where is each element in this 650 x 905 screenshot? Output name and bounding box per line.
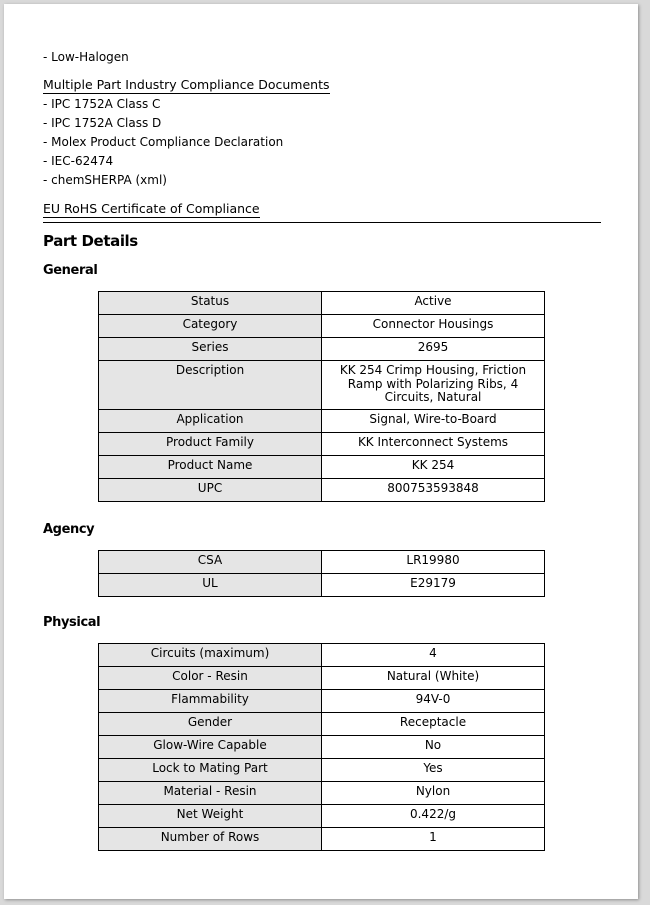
compliance-doc-item: - IPC 1752A Class D <box>43 116 162 130</box>
row-value: E29179 <box>322 574 545 597</box>
row-label: CSA <box>99 551 322 574</box>
table-row <box>99 456 545 479</box>
table-row <box>99 292 545 315</box>
compliance-doc-item: - IPC 1752A Class C <box>43 97 161 111</box>
document-page <box>4 4 638 899</box>
row-label: UL <box>99 574 322 597</box>
low-halogen-text: - Low-Halogen <box>43 50 129 64</box>
row-value: Natural (White) <box>322 667 545 690</box>
compliance-doc-item: - IEC-62474 <box>43 154 114 168</box>
agency-heading: Agency <box>43 522 95 537</box>
row-label: Series <box>99 338 322 361</box>
table-row <box>99 315 545 338</box>
table-row <box>99 805 545 828</box>
general-table <box>98 291 545 502</box>
row-label: Product Family <box>99 433 322 456</box>
table-row <box>99 759 545 782</box>
row-value: 0.422/g <box>322 805 545 828</box>
row-label: Material - Resin <box>99 782 322 805</box>
row-value: Active <box>322 292 545 315</box>
row-value: LR19980 <box>322 551 545 574</box>
compliance-doc-item: - chemSHERPA (xml) <box>43 173 167 187</box>
table-row <box>99 479 545 502</box>
general-heading: General <box>43 263 98 278</box>
row-value: 800753593848 <box>322 479 545 502</box>
table-row <box>99 690 545 713</box>
multiple-part-compliance-docs-link[interactable]: Multiple Part Industry Compliance Documents <box>43 77 330 92</box>
row-label: Number of Rows <box>99 828 322 851</box>
row-label: UPC <box>99 479 322 502</box>
description-line: Ramp with Polarizing Ribs, 4 <box>347 376 519 391</box>
row-value: 1 <box>322 828 545 851</box>
row-label: Color - Resin <box>99 667 322 690</box>
row-value: Signal, Wire-to-Board <box>322 410 545 433</box>
row-label: Description <box>99 361 322 410</box>
table-row <box>99 713 545 736</box>
row-label: Net Weight <box>99 805 322 828</box>
table-row <box>99 551 545 574</box>
table-row <box>99 361 545 410</box>
row-value: KK 254 <box>322 456 545 479</box>
row-value: Yes <box>322 759 545 782</box>
row-label: Gender <box>99 713 322 736</box>
eu-rohs-certificate-link[interactable]: EU RoHS Certificate of Compliance <box>43 201 260 216</box>
part-details-title: Part Details <box>43 232 138 250</box>
row-value: Connector Housings <box>322 315 545 338</box>
row-value: 2695 <box>322 338 545 361</box>
row-value: No <box>322 736 545 759</box>
section-divider <box>43 222 601 223</box>
physical-heading: Physical <box>43 615 101 630</box>
row-value: Nylon <box>322 782 545 805</box>
row-value: KK Interconnect Systems <box>322 433 545 456</box>
description-line: KK 254 Crimp Housing, Friction <box>339 363 527 377</box>
row-label: Category <box>99 315 322 338</box>
row-label: Product Name <box>99 456 322 479</box>
table-row <box>99 828 545 851</box>
row-label: Glow-Wire Capable <box>99 736 322 759</box>
row-label: Circuits (maximum) <box>99 644 322 667</box>
row-label: Status <box>99 292 322 315</box>
row-value: 4 <box>322 644 545 667</box>
table-row <box>99 736 545 759</box>
row-label: Flammability <box>99 690 322 713</box>
row-value <box>322 361 545 410</box>
physical-table <box>98 643 545 851</box>
row-value: 94V-0 <box>322 690 545 713</box>
table-row <box>99 667 545 690</box>
row-label: Application <box>99 410 322 433</box>
table-row <box>99 433 545 456</box>
table-row <box>99 410 545 433</box>
table-row <box>99 782 545 805</box>
table-row <box>99 644 545 667</box>
table-row <box>99 574 545 597</box>
table-row <box>99 338 545 361</box>
compliance-doc-item: - Molex Product Compliance Declaration <box>43 135 284 149</box>
agency-table <box>98 550 545 597</box>
description-line: Circuits, Natural <box>384 390 482 404</box>
row-label: Lock to Mating Part <box>99 759 322 782</box>
row-value: Receptacle <box>322 713 545 736</box>
